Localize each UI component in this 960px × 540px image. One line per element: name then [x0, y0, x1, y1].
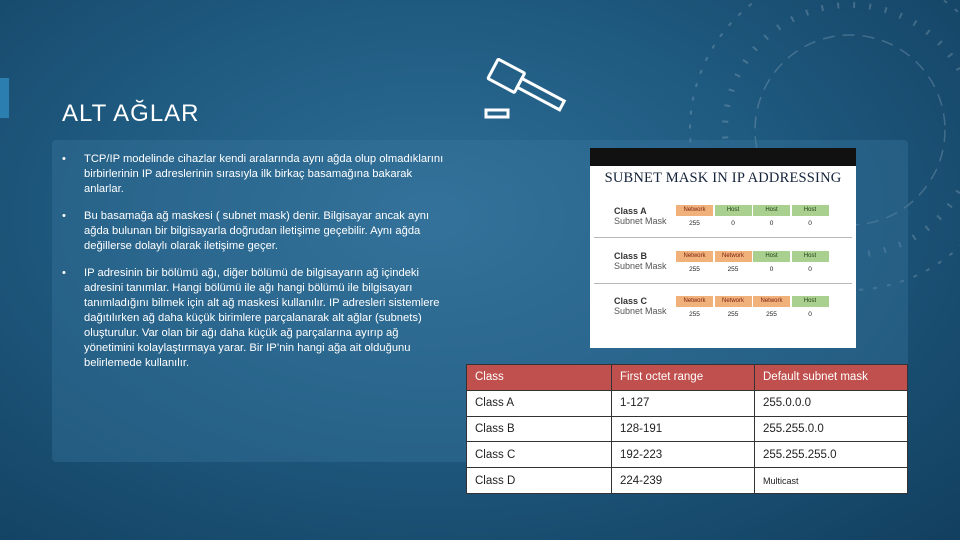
table-cell: Multicast	[755, 468, 908, 494]
table-cell: 255.0.0.0	[755, 390, 908, 416]
mask-value: 255	[727, 311, 739, 318]
table-header-cell: Default subnet mask	[755, 365, 908, 391]
bullet-text: IP adresinin bir bölümü ağı, diğer bölümü de bilgisayarın ağ içindeki adresini tanımlar. Hangi bölümü ile ağı hangi bölümü ile bilgisayarı tanımladığını bilmek için alt ağ maskesi kullanılır. IP adresleri sistemlere dağıtılırken ağ daha küçük birimlere parçalanarak alt ağlar (subnets) oluşturulur. Var olan bir ağı daha küçük ağ parçalarına ayırıp ağ yönetimini kolaylaştırmaya yarar. Bir IP’nin hangi ağa ait olduğunu belirlemede kullanılır.	[84, 267, 440, 369]
table-cell: Class B	[467, 416, 612, 442]
table-cell: 1-127	[612, 390, 755, 416]
table-header-row	[467, 365, 908, 391]
mask-value: 0	[769, 220, 774, 227]
mask-value: 255	[727, 266, 739, 273]
table-cell: Class C	[467, 442, 612, 468]
octet-cell: Host	[792, 296, 829, 307]
table-cell: Class A	[467, 390, 612, 416]
table-cell: 255.255.0.0	[755, 416, 908, 442]
bullet-dot: •	[62, 210, 66, 222]
class-label	[614, 251, 667, 271]
table-cell: 128-191	[612, 416, 755, 442]
class-label	[614, 296, 667, 316]
mask-value: 0	[731, 220, 735, 227]
subnet-mask-label: Subnet Mask	[614, 261, 667, 271]
ip-class-table	[466, 364, 908, 494]
class-name: Class A	[614, 206, 647, 216]
octet-cell: Network	[676, 296, 713, 307]
table-header-cell: First octet range	[612, 365, 755, 391]
value-row	[676, 220, 830, 227]
subnet-mask-label: Subnet Mask	[614, 216, 667, 226]
octet-cell: Host	[792, 251, 829, 262]
table-cell: 255.255.255.0	[755, 442, 908, 468]
octet-cell: Host	[753, 205, 790, 216]
octet-cell: Network	[753, 296, 790, 307]
accent-bar	[0, 78, 9, 118]
bullet-dot: •	[62, 153, 66, 165]
table-cell: 224-239	[612, 468, 755, 494]
hammer-icon	[482, 58, 572, 124]
mask-value: 255	[689, 311, 700, 318]
octet-cell: Network	[676, 251, 713, 262]
table-cell: Class D	[467, 468, 612, 494]
class-name: Class C	[614, 296, 648, 306]
value-row	[676, 311, 830, 318]
subnet-image-title: SUBNET MASK IN IP ADDRESSING	[604, 170, 842, 186]
table-row	[467, 416, 908, 442]
value-row	[676, 266, 830, 273]
octet-cell: Network	[676, 205, 713, 216]
bullet-item	[62, 152, 444, 197]
mask-value: 0	[769, 266, 774, 273]
bullet-item	[62, 266, 444, 371]
octet-cell: Host	[792, 205, 829, 216]
table-row	[467, 390, 908, 416]
class-label	[614, 206, 667, 226]
class-name: Class B	[614, 251, 648, 261]
table-cell: 192-223	[612, 442, 755, 468]
mask-value: 255	[689, 266, 700, 273]
table-row	[467, 442, 908, 468]
octet-row	[676, 251, 830, 262]
bullet-text: TCP/IP modelinde cihazlar kendi aralarında aynı ağda olup olmadıklarını birbirlerinin IP adreslerinin sırasıyla ilk birkaç basamağına bakarak anlarlar.	[84, 153, 444, 195]
mask-value: 0	[808, 220, 812, 227]
bullet-list	[62, 152, 444, 383]
bullet-dot: •	[62, 267, 66, 279]
table-row	[467, 468, 908, 494]
octet-cell: Host	[715, 205, 752, 216]
mask-value: 0	[808, 266, 812, 273]
mask-value: 255	[689, 220, 700, 227]
octet-cell: Network	[715, 251, 752, 262]
bullet-item	[62, 209, 444, 254]
divider	[594, 283, 852, 284]
mask-value: 0	[808, 311, 812, 318]
bullet-text: Bu basamağa ağ maskesi ( subnet mask) denir. Bilgisayar ancak aynı ağda bulunan bir bilgisayarla doğrudan iletişime geçebilir. Aynı ağda değillerse dolaylı olarak iletişime geçer.	[84, 210, 430, 252]
mask-value: 255	[766, 311, 777, 318]
octet-cell: Network	[715, 296, 752, 307]
subnet-mask-image	[590, 148, 856, 348]
divider	[594, 237, 852, 238]
table-header-cell: Class	[467, 365, 612, 391]
octet-row	[676, 296, 830, 307]
slide-title: ALT AĞLAR	[62, 100, 200, 128]
octet-row	[676, 205, 830, 216]
octet-cell: Host	[753, 251, 790, 262]
subnet-mask-label: Subnet Mask	[614, 306, 667, 316]
